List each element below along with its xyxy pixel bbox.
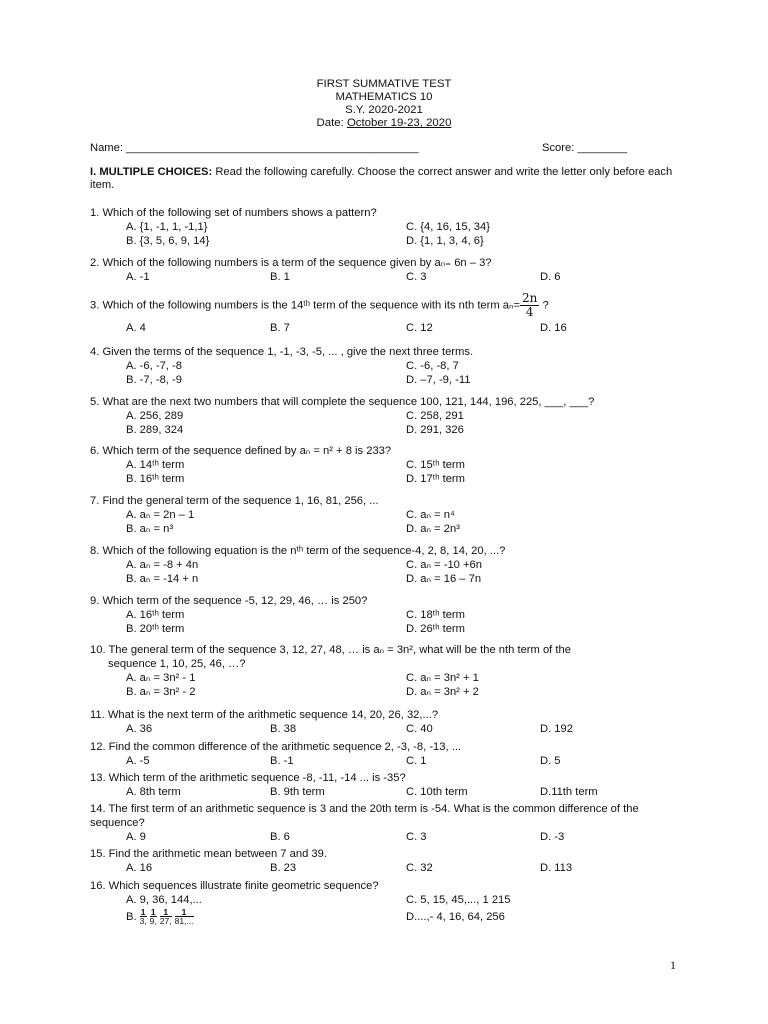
test-date: Date: October 19-23, 2020 bbox=[316, 117, 452, 129]
choice-c: C. {4, 16, 15, 34} bbox=[406, 221, 490, 233]
choice-c: C. aₙ = -10 +6n bbox=[406, 559, 482, 571]
choice-b: B. aₙ = 3n² - 2 bbox=[126, 686, 196, 698]
choice-a: A. aₙ = 2n – 1 bbox=[126, 509, 195, 521]
subject-title: MATHEMATICS 10 bbox=[335, 91, 433, 103]
question-stem: 10. The general term of the sequence 3, 12, 27, 48, … is aₙ = 3n², what will be the nth term of the bbox=[90, 644, 571, 656]
choice-a: A. 9 bbox=[126, 831, 146, 843]
question-12 bbox=[90, 740, 680, 768]
fraction: $\frac{1}{27,}$ bbox=[159, 907, 172, 926]
choice-a: A. {1, -1, 1, -1,1} bbox=[126, 221, 208, 233]
question-stem: 8. Which of the following equation is the nᵗʰ term of the sequence-4, 2, 8, 14, 20, ...? bbox=[90, 545, 506, 557]
choice-d: D.11th term bbox=[540, 786, 598, 798]
choice-a: A. 16 bbox=[126, 862, 153, 874]
choice-d: D. 5 bbox=[540, 755, 561, 767]
choice-c: C. 3 bbox=[406, 831, 427, 843]
question-stem: 9. Which term of the sequence -5, 12, 29, 46, … is 250? bbox=[90, 595, 368, 607]
choice-c: C. 15ᵗʰ term bbox=[406, 459, 465, 471]
choice-b: B. 16ᵗʰ term bbox=[126, 473, 185, 485]
question-stem: 11. What is the next term of the arithmetic sequence 14, 20, 26, 32,...? bbox=[90, 709, 439, 721]
choice-b: B. 289, 324 bbox=[126, 424, 184, 436]
choice-b: B. 9th term bbox=[270, 786, 325, 798]
page-number: 1 bbox=[670, 958, 676, 972]
instructions-text: Read the following carefully. Choose the correct answer and write the letter only before each item. bbox=[90, 166, 673, 191]
fraction: $\frac{1}{3,}$ bbox=[139, 907, 147, 926]
choice-b: B. -1 bbox=[270, 755, 294, 767]
question-stem: 2. Which of the following numbers is a term of the sequence given by aₙ₌ 6n – 3? bbox=[90, 257, 492, 269]
question-stem: 4. Given the terms of the sequence 1, -1, -3, -5, ... , give the next three terms. bbox=[90, 346, 474, 358]
question-stem: 15. Find the arithmetic mean between 7 and 39. bbox=[90, 848, 327, 860]
choice-b: B. -7, -8, -9 bbox=[126, 374, 182, 386]
question-stem: 14. The first term of an arithmetic sequence is 3 and the 20th term is -54. What is the common difference of the sequence? bbox=[90, 803, 639, 829]
question-14 bbox=[90, 802, 680, 844]
choice-d: D. 113 bbox=[540, 862, 573, 874]
question-stem: 5. What are the next two numbers that will complete the sequence 100, 121, 144, 196, 225, ___, ___? bbox=[90, 396, 595, 408]
question-13 bbox=[90, 771, 680, 799]
choice-c: C. 258, 291 bbox=[406, 410, 464, 422]
choice-c: C. 12 bbox=[406, 322, 433, 334]
question-10 bbox=[90, 643, 680, 699]
question-3 bbox=[90, 292, 680, 335]
choice-c: C. aₙ = 3n² + 1 bbox=[406, 672, 479, 684]
question-2 bbox=[90, 256, 680, 284]
choice-a: A. aₙ = -8 + 4n bbox=[126, 559, 199, 571]
question-7 bbox=[90, 494, 680, 536]
name-score-row bbox=[90, 142, 680, 156]
question-stem: 6. Which term of the sequence defined by aₙ = n² + 8 is 233? bbox=[90, 445, 392, 457]
choice-d: D. aₙ = 3n² + 2 bbox=[406, 686, 479, 698]
question-stem: 1. Which of the following set of numbers shows a pattern? bbox=[90, 207, 377, 219]
question-stem: 7. Find the general term of the sequence 1, 16, 81, 256, ... bbox=[90, 495, 379, 507]
question-4 bbox=[90, 345, 680, 387]
choice-b: B. {3, 5, 6, 9, 14} bbox=[126, 235, 210, 247]
choice-a: A. -6, -7, -8 bbox=[126, 360, 182, 372]
choice-a: A. 4 bbox=[126, 322, 146, 334]
name-field: Name: _______________________________________________ bbox=[90, 142, 419, 154]
choice-a: A. 36 bbox=[126, 723, 153, 735]
choice-b: B. 7 bbox=[270, 322, 290, 334]
question-15 bbox=[90, 847, 680, 875]
choice-a: A. 8th term bbox=[126, 786, 181, 798]
choice-b: B. 23 bbox=[270, 862, 297, 874]
question-1 bbox=[90, 206, 680, 248]
choice-d: D. 17ᵗʰ term bbox=[406, 473, 465, 485]
choice-d: D. -3 bbox=[540, 831, 565, 843]
choice-c: C. aₙ = n⁴ bbox=[406, 509, 455, 521]
choice-d: D. 26ᵗʰ term bbox=[406, 623, 465, 635]
question-8 bbox=[90, 544, 680, 586]
choice-d: D. 6 bbox=[540, 271, 561, 283]
choice-b: B. 20ᵗʰ term bbox=[126, 623, 185, 635]
choice-a: A. aₙ = 3n² - 1 bbox=[126, 672, 196, 684]
school-year: S.Y. 2020-2021 bbox=[345, 104, 423, 116]
section-heading: I. MULTIPLE CHOICES: bbox=[90, 166, 213, 178]
choice-d: D. aₙ = 2n³ bbox=[406, 523, 460, 535]
choice-a: A. 14ᵗʰ term bbox=[126, 459, 185, 471]
choice-c: C. 5, 15, 45,..., 1 215 bbox=[406, 894, 511, 906]
choice-b: B. 1 bbox=[270, 271, 290, 283]
question-stem: 12. Find the common difference of the arithmetic sequence 2, -3, -8, -13, ... bbox=[90, 741, 462, 753]
choice-a: A. -1 bbox=[126, 271, 150, 283]
choice-a: A. 16ᵗʰ term bbox=[126, 609, 185, 621]
choice-d: D. –7, -9, -11 bbox=[406, 374, 471, 386]
fraction: $\frac{2n}{4}$ bbox=[522, 291, 538, 319]
question-stem: 16. Which sequences illustrate finite geometric sequence? bbox=[90, 880, 379, 892]
choice-a: A. 9, 36, 144,... bbox=[126, 894, 202, 906]
choice-a: A. -5 bbox=[126, 755, 150, 767]
choice-d: D. 16 bbox=[540, 322, 567, 334]
choice-c: C. 3 bbox=[406, 271, 427, 283]
test-title: FIRST SUMMATIVE TEST bbox=[316, 78, 452, 90]
choice-a: A. 256, 289 bbox=[126, 410, 184, 422]
question-16 bbox=[90, 879, 680, 927]
choice-b: B. 6 bbox=[270, 831, 290, 843]
choice-b: B. aₙ = n³ bbox=[126, 523, 174, 535]
choice-d: D. 291, 326 bbox=[406, 424, 464, 436]
choice-d: D. 192 bbox=[540, 723, 573, 735]
choice-b: B. $\frac{1}{3,}$ $\frac{1}{9,}$ $\frac{1}{27,}$ $\frac{1}{81,...}$ bbox=[126, 907, 194, 926]
choice-d: D. aₙ = 16 – 7n bbox=[406, 573, 482, 585]
choice-c: C. 10th term bbox=[406, 786, 468, 798]
choice-c: C. 40 bbox=[406, 723, 433, 735]
choice-c: C. -6, -8, 7 bbox=[406, 360, 459, 372]
score-field: Score: ________ bbox=[542, 142, 628, 154]
question-6 bbox=[90, 444, 680, 486]
choice-c: C. 18ᵗʰ term bbox=[406, 609, 465, 621]
question-9 bbox=[90, 594, 680, 636]
question-stem: 13. Which term of the arithmetic sequence -8, -11, -14 ... is -35? bbox=[90, 772, 406, 784]
instructions bbox=[90, 166, 680, 192]
fraction: $\frac{1}{81,...}$ bbox=[174, 907, 194, 926]
question-stem: 3. Which of the following numbers is the 14ᵗʰ term of the sequence with its nth term aₙ= $\frac{2n}{4}$ ? bbox=[90, 291, 549, 319]
choice-b: B. 38 bbox=[270, 723, 297, 735]
choice-c: C. 32 bbox=[406, 862, 433, 874]
choice-d: D. {1, 1, 3, 4, 6} bbox=[406, 235, 484, 247]
fraction: $\frac{1}{9,}$ bbox=[149, 907, 157, 926]
test-header bbox=[0, 78, 768, 130]
choice-c: C. 1 bbox=[406, 755, 427, 767]
choice-d: D....,- 4, 16, 64, 256 bbox=[406, 911, 505, 923]
choice-b: B. aₙ = -14 + n bbox=[126, 573, 199, 585]
question-stem-continued: sequence 1, 10, 25, 46, …? bbox=[108, 658, 246, 670]
question-11 bbox=[90, 708, 680, 736]
question-5 bbox=[90, 395, 680, 437]
